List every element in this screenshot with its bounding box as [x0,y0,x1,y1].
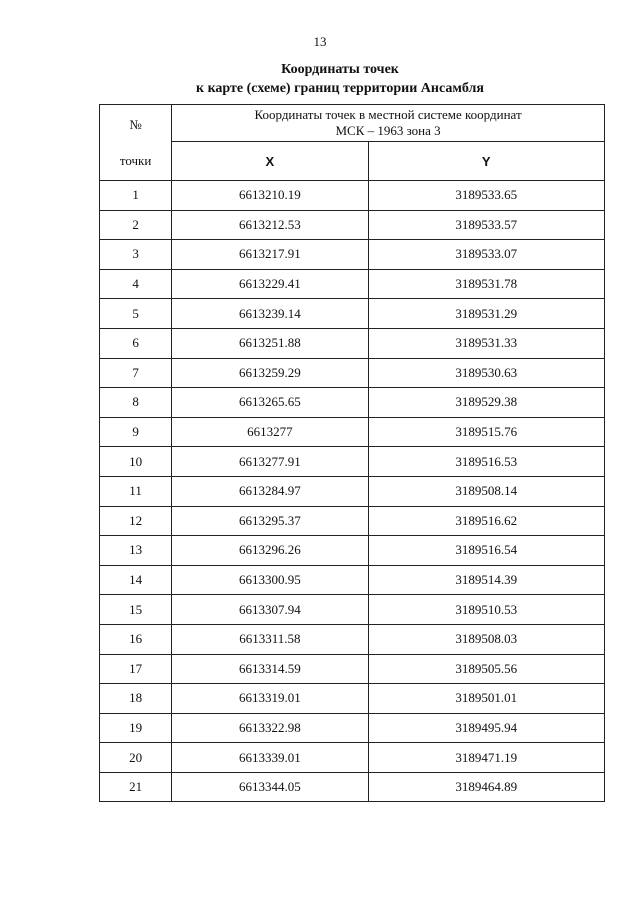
point-number-cell: 9 [100,417,172,447]
table-body [100,181,605,802]
title-line-2: к карте (схеме) границ территории Ансамбля [196,81,484,96]
y-coordinate-cell: 3189508.14 [368,476,604,506]
x-coordinate-cell: 6613311.58 [172,624,368,654]
table-row [100,624,605,654]
coordinate-system-header [172,105,605,142]
point-number-cell: 14 [100,565,172,595]
point-number-cell: 12 [100,506,172,536]
table-row [100,595,605,625]
table-row [100,299,605,329]
point-number-cell: 1 [100,181,172,211]
table-row [100,240,605,270]
y-coordinate-cell: 3189516.54 [368,536,604,566]
y-coordinate-cell: 3189531.29 [368,299,604,329]
y-coordinate-cell: 3189501.01 [368,684,604,714]
x-coordinate-cell: 6613212.53 [172,210,368,240]
point-number-cell: 19 [100,713,172,743]
x-column-header: X [172,142,368,181]
point-number-cell: 2 [100,210,172,240]
point-number-cell: 6 [100,328,172,358]
table-row [100,181,605,211]
x-coordinate-cell: 6613339.01 [172,743,368,773]
y-coordinate-cell: 3189516.62 [368,506,604,536]
x-coordinate-cell: 6613210.19 [172,181,368,211]
point-number-cell: 8 [100,388,172,418]
table-row [100,358,605,388]
table-row [100,684,605,714]
table-row [100,210,605,240]
table-row [100,654,605,684]
x-coordinate-cell: 6613307.94 [172,595,368,625]
table-row [100,417,605,447]
table-row [100,536,605,566]
y-coordinate-cell: 3189531.78 [368,269,604,299]
x-coordinate-cell: 6613314.59 [172,654,368,684]
y-column-header: Y [368,142,604,181]
point-number-cell: 20 [100,743,172,773]
x-coordinate-cell: 6613277 [172,417,368,447]
y-coordinate-cell: 3189510.53 [368,595,604,625]
point-number-cell: 16 [100,624,172,654]
point-label: точки [119,152,152,168]
x-coordinate-cell: 6613319.01 [172,684,368,714]
table-row [100,476,605,506]
y-coordinate-cell: 3189515.76 [368,417,604,447]
point-number-cell: 13 [100,536,172,566]
x-coordinate-cell: 6613229.41 [172,269,368,299]
table-row [100,506,605,536]
point-number-cell: 7 [100,358,172,388]
x-coordinate-cell: 6613300.95 [172,565,368,595]
x-coordinate-cell: 6613295.37 [172,506,368,536]
y-coordinate-cell: 3189516.53 [368,447,604,477]
table-row [100,772,605,802]
point-number-cell: 21 [100,772,172,802]
document-title [0,60,640,98]
point-number-cell: 15 [100,595,172,625]
y-coordinate-cell: 3189533.07 [368,240,604,270]
x-coordinate-cell: 6613239.14 [172,299,368,329]
point-number-cell: 5 [100,299,172,329]
coordinates-table [99,104,605,802]
x-coordinate-cell: 6613277.91 [172,447,368,477]
point-number-cell: 4 [100,269,172,299]
title-line-1: Координаты точек [281,62,399,77]
point-number-cell: 17 [100,654,172,684]
x-coordinate-cell: 6613344.05 [172,772,368,802]
y-coordinate-cell: 3189464.89 [368,772,604,802]
y-coordinate-cell: 3189530.63 [368,358,604,388]
point-number-cell: 11 [100,476,172,506]
y-coordinate-cell: 3189508.03 [368,624,604,654]
y-coordinate-cell: 3189529.38 [368,388,604,418]
coordinate-system-line-2: МСК – 1963 зона 3 [335,123,441,139]
table-row [100,328,605,358]
table-row [100,743,605,773]
x-coordinate-cell: 6613251.88 [172,328,368,358]
y-coordinate-cell: 3189505.56 [368,654,604,684]
x-coordinate-cell: 6613296.26 [172,536,368,566]
x-coordinate-cell: 6613284.97 [172,476,368,506]
table-row [100,447,605,477]
y-coordinate-cell: 3189471.19 [368,743,604,773]
y-coordinate-cell: 3189514.39 [368,565,604,595]
x-coordinate-cell: 6613259.29 [172,358,368,388]
table-row [100,713,605,743]
table-row [100,388,605,418]
coordinate-system-line-1: Координаты точек в местной системе координат [254,107,522,123]
point-number-cell: 3 [100,240,172,270]
number-sign: № [129,116,142,132]
x-coordinate-cell: 6613322.98 [172,713,368,743]
y-coordinate-cell: 3189533.57 [368,210,604,240]
x-coordinate-cell: 6613265.65 [172,388,368,418]
point-number-cell: 18 [100,684,172,714]
table-row [100,565,605,595]
table-row [100,269,605,299]
y-coordinate-cell: 3189533.65 [368,181,604,211]
x-coordinate-cell: 6613217.91 [172,240,368,270]
point-number-header [100,105,172,181]
y-coordinate-cell: 3189531.33 [368,328,604,358]
y-coordinate-cell: 3189495.94 [368,713,604,743]
page-number: 13 [313,34,327,49]
point-number-cell: 10 [100,447,172,477]
